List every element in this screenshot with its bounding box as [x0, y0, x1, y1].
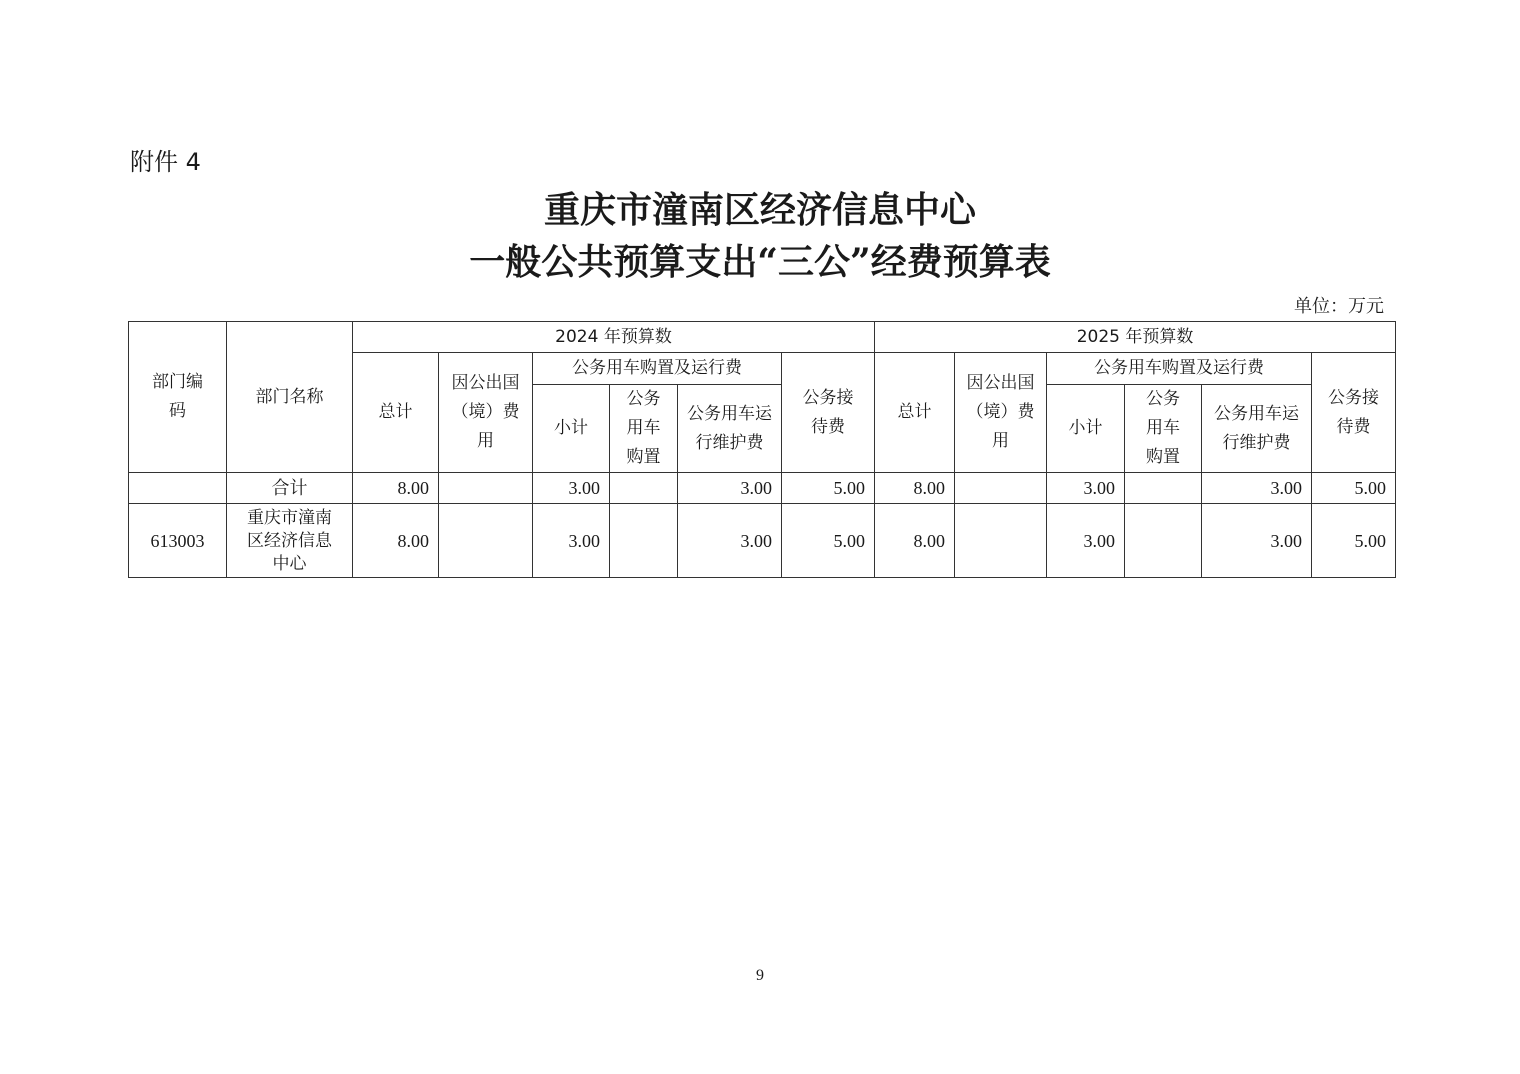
cell-code: 613003: [129, 504, 227, 578]
cell-2024-purchase: [610, 504, 678, 578]
header-vehicle-purchase-2024: 公务用车购置: [610, 385, 678, 473]
document-title-line2: 一般公共预算支出“三公”经费预算表: [469, 241, 1051, 283]
unit-label: 单位：万元: [1294, 296, 1384, 316]
header-vehicle-group-2024: 公务用车购置及运行费: [533, 353, 782, 385]
header-vehicle-group-2025: 公务用车购置及运行费: [1047, 353, 1312, 385]
cell-2025-maintenance: 3.00: [1202, 504, 1312, 578]
cell-2025-purchase: [1125, 473, 1202, 504]
table-row-department: [129, 504, 1396, 578]
cell-2024-total: 8.00: [353, 473, 439, 504]
cell-2024-total: 8.00: [353, 504, 439, 578]
cell-2025-total: 8.00: [875, 504, 955, 578]
header-vehicle-purchase-2025: 公务用车购置: [1125, 385, 1202, 473]
cell-2024-abroad: [439, 473, 533, 504]
cell-2025-subtotal: 3.00: [1047, 473, 1125, 504]
cell-2024-subtotal: 3.00: [533, 473, 610, 504]
header-dept-name: 部门名称: [227, 322, 353, 473]
cell-name: 合计: [227, 473, 353, 504]
page-number: 9: [756, 967, 764, 984]
header-vehicle-maintenance-2024: 公务用车运行维护费: [678, 385, 782, 473]
cell-2024-maintenance: 3.00: [678, 473, 782, 504]
header-reception-2025: 公务接待费: [1312, 353, 1396, 473]
header-total-2025: 总计: [875, 353, 955, 473]
header-dept-code: 部门编码: [129, 322, 227, 473]
header-reception-2024: 公务接待费: [782, 353, 875, 473]
header-total-2024: 总计: [353, 353, 439, 473]
header-abroad-2024: 因公出国（境）费用: [439, 353, 533, 473]
cell-2025-total: 8.00: [875, 473, 955, 504]
cell-2025-subtotal: 3.00: [1047, 504, 1125, 578]
cell-2025-purchase: [1125, 504, 1202, 578]
cell-2024-subtotal: 3.00: [533, 504, 610, 578]
cell-name: 重庆市潼南区经济信息中心: [227, 504, 353, 578]
cell-2025-abroad: [955, 473, 1047, 504]
header-row-years: [129, 322, 1396, 353]
header-abroad-2025: 因公出国（境）费用: [955, 353, 1047, 473]
header-vehicle-maintenance-2025: 公务用车运行维护费: [1202, 385, 1312, 473]
cell-2024-abroad: [439, 504, 533, 578]
table-row-total: [129, 473, 1396, 504]
cell-2025-maintenance: 3.00: [1202, 473, 1312, 504]
cell-2024-reception: 5.00: [782, 473, 875, 504]
attachment-label: 附件 4: [130, 148, 201, 176]
header-year-2025: 2025 年预算数: [875, 322, 1396, 353]
header-subtotal-2024: 小计: [533, 385, 610, 473]
cell-2024-reception: 5.00: [782, 504, 875, 578]
cell-code: [129, 473, 227, 504]
header-year-2024: 2024 年预算数: [353, 322, 875, 353]
cell-2024-maintenance: 3.00: [678, 504, 782, 578]
cell-2025-reception: 5.00: [1312, 473, 1396, 504]
cell-2025-abroad: [955, 504, 1047, 578]
budget-table: [128, 321, 1396, 578]
cell-2024-purchase: [610, 473, 678, 504]
header-subtotal-2025: 小计: [1047, 385, 1125, 473]
document-title-line1: 重庆市潼南区经济信息中心: [543, 189, 976, 231]
cell-2025-reception: 5.00: [1312, 504, 1396, 578]
